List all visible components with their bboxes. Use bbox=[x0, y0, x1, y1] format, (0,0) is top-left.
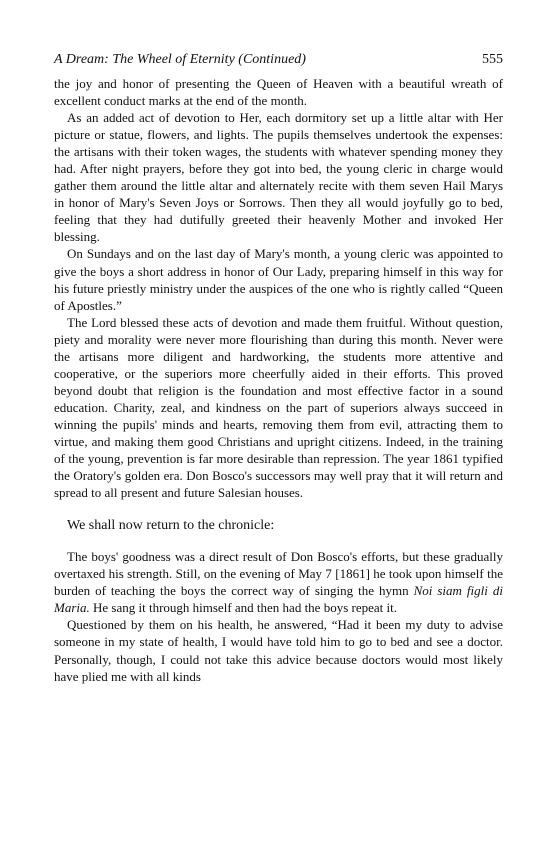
hymn-title: Noi siam figli di Maria. bbox=[54, 583, 503, 616]
running-title: A Dream: The Wheel of Eternity (Continued) bbox=[54, 52, 306, 67]
paragraph: As an added act of devotion to Her, each dormitory set up a little altar with Her picture or statue, flowers, and lights. The pupils themselves undertook the expenses: the artisans with their token wages, the students with whatever spending money they had. After night prayers, before they got into bed, the young cleric in charge would gather them around the little altar and alternately recite with them seven Hail Marys in honor of Mary's Seven Joys or Sorrows. Then they all would joyfully go to bed, feeling that they had dutifully greeted their heavenly Mother and invoked Her blessing. bbox=[54, 110, 503, 245]
paragraph-text: The boys' goodness was a direct result of Don Bosco's efforts, but these gradually overtaxed his strength. Still, on the evening of May 7 [1861] he took upon himself the burden of teaching the boys the correct way of singing the hymn bbox=[54, 549, 503, 599]
paragraph: the joy and honor of presenting the Queen of Heaven with a beautiful wreath of excellent conduct marks at the end of the month. bbox=[54, 76, 503, 109]
paragraph: On Sundays and on the last day of Mary's month, a young cleric was appointed to give the boys a short address in honor of Our Lady, preparing himself in this way for his future priestly ministry under the auspices of the one who is rightly called “Queen of Apostles.” bbox=[54, 246, 503, 313]
book-page bbox=[54, 52, 503, 685]
paragraph bbox=[54, 548, 503, 616]
running-head bbox=[54, 52, 503, 68]
paragraph bbox=[54, 616, 503, 684]
paragraph-text: Questioned by them on his health, he answered, “Had it been my duty to advise someone in my state of health, I would have told him to go to bed and see a doctor. Personally, though, I could not take this advice because doctors would most likely have plied me with all kinds bbox=[54, 617, 503, 684]
paragraph: The Lord blessed these acts of devotion and made them fruitful. Without question, piety and morality were never more flourishing than during this month. Never were the artisans more diligent and hardworking, the students more attentive and cooperative, or the superiors more cheerfully aided in their efforts. This proved beyond doubt that religion is the foundation and most effective factor in a sound education. Charity, zeal, and kindness on the part of superiors always succeed in winning the pupils' minds and hearts, removing them from evil, attracting them to virtue, and making them good Christians and upright citizens. Indeed, in the training of the young, prevention is far more desirable than repression. The year 1861 typified the Oratory's golden era. Don Bosco's successors may well pray that it will return and spread to all present and future Salesian houses. bbox=[54, 314, 503, 501]
section-lead: We shall now return to the chronicle: bbox=[67, 518, 275, 534]
page-number: 555 bbox=[482, 52, 503, 67]
body-text bbox=[54, 75, 503, 685]
paragraph-text: He sang it through himself and then had the boys repeat it. bbox=[89, 600, 397, 616]
